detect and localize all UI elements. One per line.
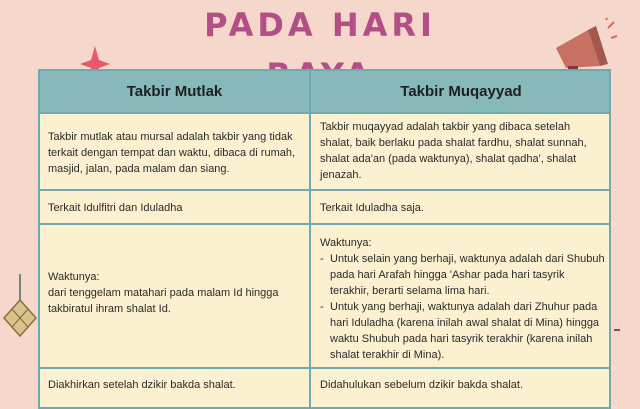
table-cell: Diakhirkan setelah dzikir bakda shalat. xyxy=(48,379,236,391)
ketupat-icon xyxy=(0,270,40,350)
page-title: PADA HARI xyxy=(204,6,436,44)
comparison-table xyxy=(38,69,611,409)
row-divider xyxy=(40,367,609,369)
table-cell xyxy=(320,235,605,363)
table-cell: Takbir mutlak atau mursal adalah takbir yang tidak terkait dengan tempat dan waktu, dibaca di rumah, masjid, jalan, pada malam dan siang. xyxy=(48,131,296,175)
table-cell xyxy=(48,269,303,317)
table-cell: Terkait Idulfitri dan Iduladha xyxy=(48,202,183,214)
cell-label: Waktunya: xyxy=(320,237,372,249)
list-item: - Untuk selain yang berhaji, waktunya adalah dari Shubuh pada hari Arafah hingga 'Ashar pada hari tasyrik terakhir, berarti selama lima hari. xyxy=(320,251,605,299)
column-header-mutlak: Takbir Mutlak xyxy=(126,83,223,100)
cell-list xyxy=(320,251,605,363)
table-cell: Didahulukan sebelum dzikir bakda shalat. xyxy=(320,379,524,391)
column-divider xyxy=(309,71,311,407)
table-header xyxy=(40,71,609,114)
row-divider xyxy=(40,189,609,191)
cell-text: dari tenggelam matahari pada malam Id hingga takbiratul ihram shalat Id. xyxy=(48,287,279,315)
table-cell: Takbir muqayyad adalah takbir yang dibaca setelah shalat, baik berlaku pada shalat fardhu, shalat sunnah, shalat ada'an (pada waktunya), shalat qadha', shalat jenazah. xyxy=(320,121,587,181)
cell-label: Waktunya: xyxy=(48,271,100,283)
column-header-muqayyad: Takbir Muqayyad xyxy=(400,83,522,100)
list-item: - Untuk yang berhaji, waktunya adalah dari Zhuhur pada hari Iduladha (karena inilah awal shalat di Mina) hingga waktu Shubuh pada hari tasyrik terakhir (karena inilah shalat terakhir di Mina). xyxy=(320,299,605,363)
table-cell: Terkait Iduladha saja. xyxy=(320,202,424,214)
row-divider xyxy=(40,223,609,225)
